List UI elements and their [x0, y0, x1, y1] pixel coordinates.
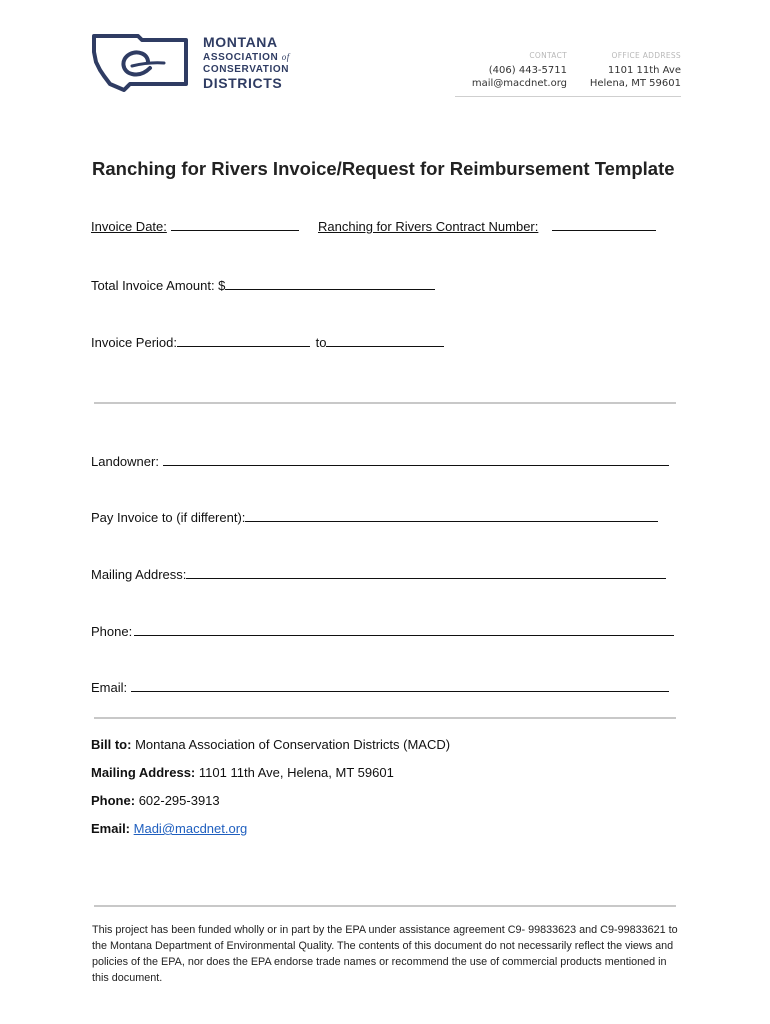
- email-field[interactable]: [91, 679, 669, 695]
- landowner-field[interactable]: [91, 453, 669, 469]
- logo-text-conservation: CONSERVATION: [203, 64, 290, 75]
- landowner-blank[interactable]: [163, 453, 669, 466]
- invoice-date-field[interactable]: [91, 218, 299, 234]
- contract-number-field[interactable]: [318, 218, 656, 234]
- bill-email-label: Email:: [91, 821, 131, 836]
- invoice-period-end-blank[interactable]: [326, 334, 444, 347]
- bill-email-line: [91, 821, 247, 836]
- invoice-period-field[interactable]: [91, 334, 444, 350]
- bill-phone-line: [91, 793, 220, 808]
- bill-address-value: 1101 11th Ave, Helena, MT 59601: [198, 765, 394, 780]
- invoice-period-label: Invoice Period:: [91, 335, 177, 350]
- pay-to-field[interactable]: [91, 509, 658, 525]
- contact-label: CONTACT: [529, 51, 567, 60]
- contract-number-blank[interactable]: [552, 218, 656, 231]
- bill-to-label: Bill to:: [91, 737, 132, 752]
- landowner-label: Landowner:: [91, 454, 159, 469]
- logo-text-districts: DISTRICTS: [203, 75, 283, 91]
- mailing-address-field[interactable]: [91, 566, 666, 582]
- footer-disclaimer: This project has been funded wholly or in part by the EPA under assistance agreement C9- 99833623 and C9-99833621 to the Montana Department of Environmental Quality. The contents of this document do not necessarily reflect the views and policies of the EPA, nor does the EPA endorse trade names or recommend the use of commercial products mentioned in this document.: [92, 924, 678, 984]
- contact-phone: (406) 443-5711: [488, 65, 567, 76]
- invoice-date-label: Invoice Date:: [91, 219, 167, 234]
- pay-to-blank[interactable]: [245, 509, 658, 522]
- bill-phone-value: 602-295-3913: [138, 793, 220, 808]
- invoice-date-blank[interactable]: [171, 218, 299, 231]
- phone-field[interactable]: [91, 623, 674, 639]
- logo-text-association: ASSOCIATION of: [203, 52, 290, 63]
- bill-email-link[interactable]: Madi@macdnet.org: [133, 821, 248, 836]
- phone-label: Phone:: [91, 624, 133, 639]
- section-divider-3: [94, 905, 676, 907]
- total-amount-field[interactable]: [91, 277, 435, 293]
- total-amount-blank[interactable]: [225, 277, 435, 290]
- invoice-period-to: to: [315, 335, 327, 350]
- office-street: 1101 11th Ave: [607, 65, 681, 76]
- contract-number-label: Ranching for Rivers Contract Number:: [318, 219, 539, 234]
- montana-logo-icon: [90, 32, 190, 96]
- phone-blank[interactable]: [134, 623, 674, 636]
- bill-address-line: [91, 765, 394, 780]
- email-label: Email:: [91, 680, 128, 695]
- bill-address-label: Mailing Address:: [91, 765, 196, 780]
- section-divider-2: [94, 717, 676, 719]
- section-divider-1: [94, 402, 676, 404]
- page-title: Ranching for Rivers Invoice/Request for Reimbursement Template: [92, 158, 675, 179]
- header-divider: [455, 96, 681, 97]
- bill-to-line: [91, 737, 450, 752]
- contact-email: mail@macdnet.org: [471, 78, 567, 89]
- bill-phone-label: Phone:: [91, 793, 136, 808]
- logo-text-montana: MONTANA: [203, 34, 278, 50]
- email-blank[interactable]: [131, 679, 669, 692]
- bill-to-value: Montana Association of Conservation Districts (MACD): [135, 737, 451, 752]
- total-amount-label: Total Invoice Amount: $: [91, 278, 226, 293]
- mailing-address-blank[interactable]: [186, 566, 666, 579]
- invoice-period-start-blank[interactable]: [177, 334, 310, 347]
- office-address-label: OFFICE ADDRESS: [611, 51, 681, 60]
- office-city: Helena, MT 59601: [589, 78, 681, 89]
- mailing-address-label: Mailing Address:: [91, 567, 187, 582]
- pay-to-label: Pay Invoice to (if different):: [91, 510, 246, 525]
